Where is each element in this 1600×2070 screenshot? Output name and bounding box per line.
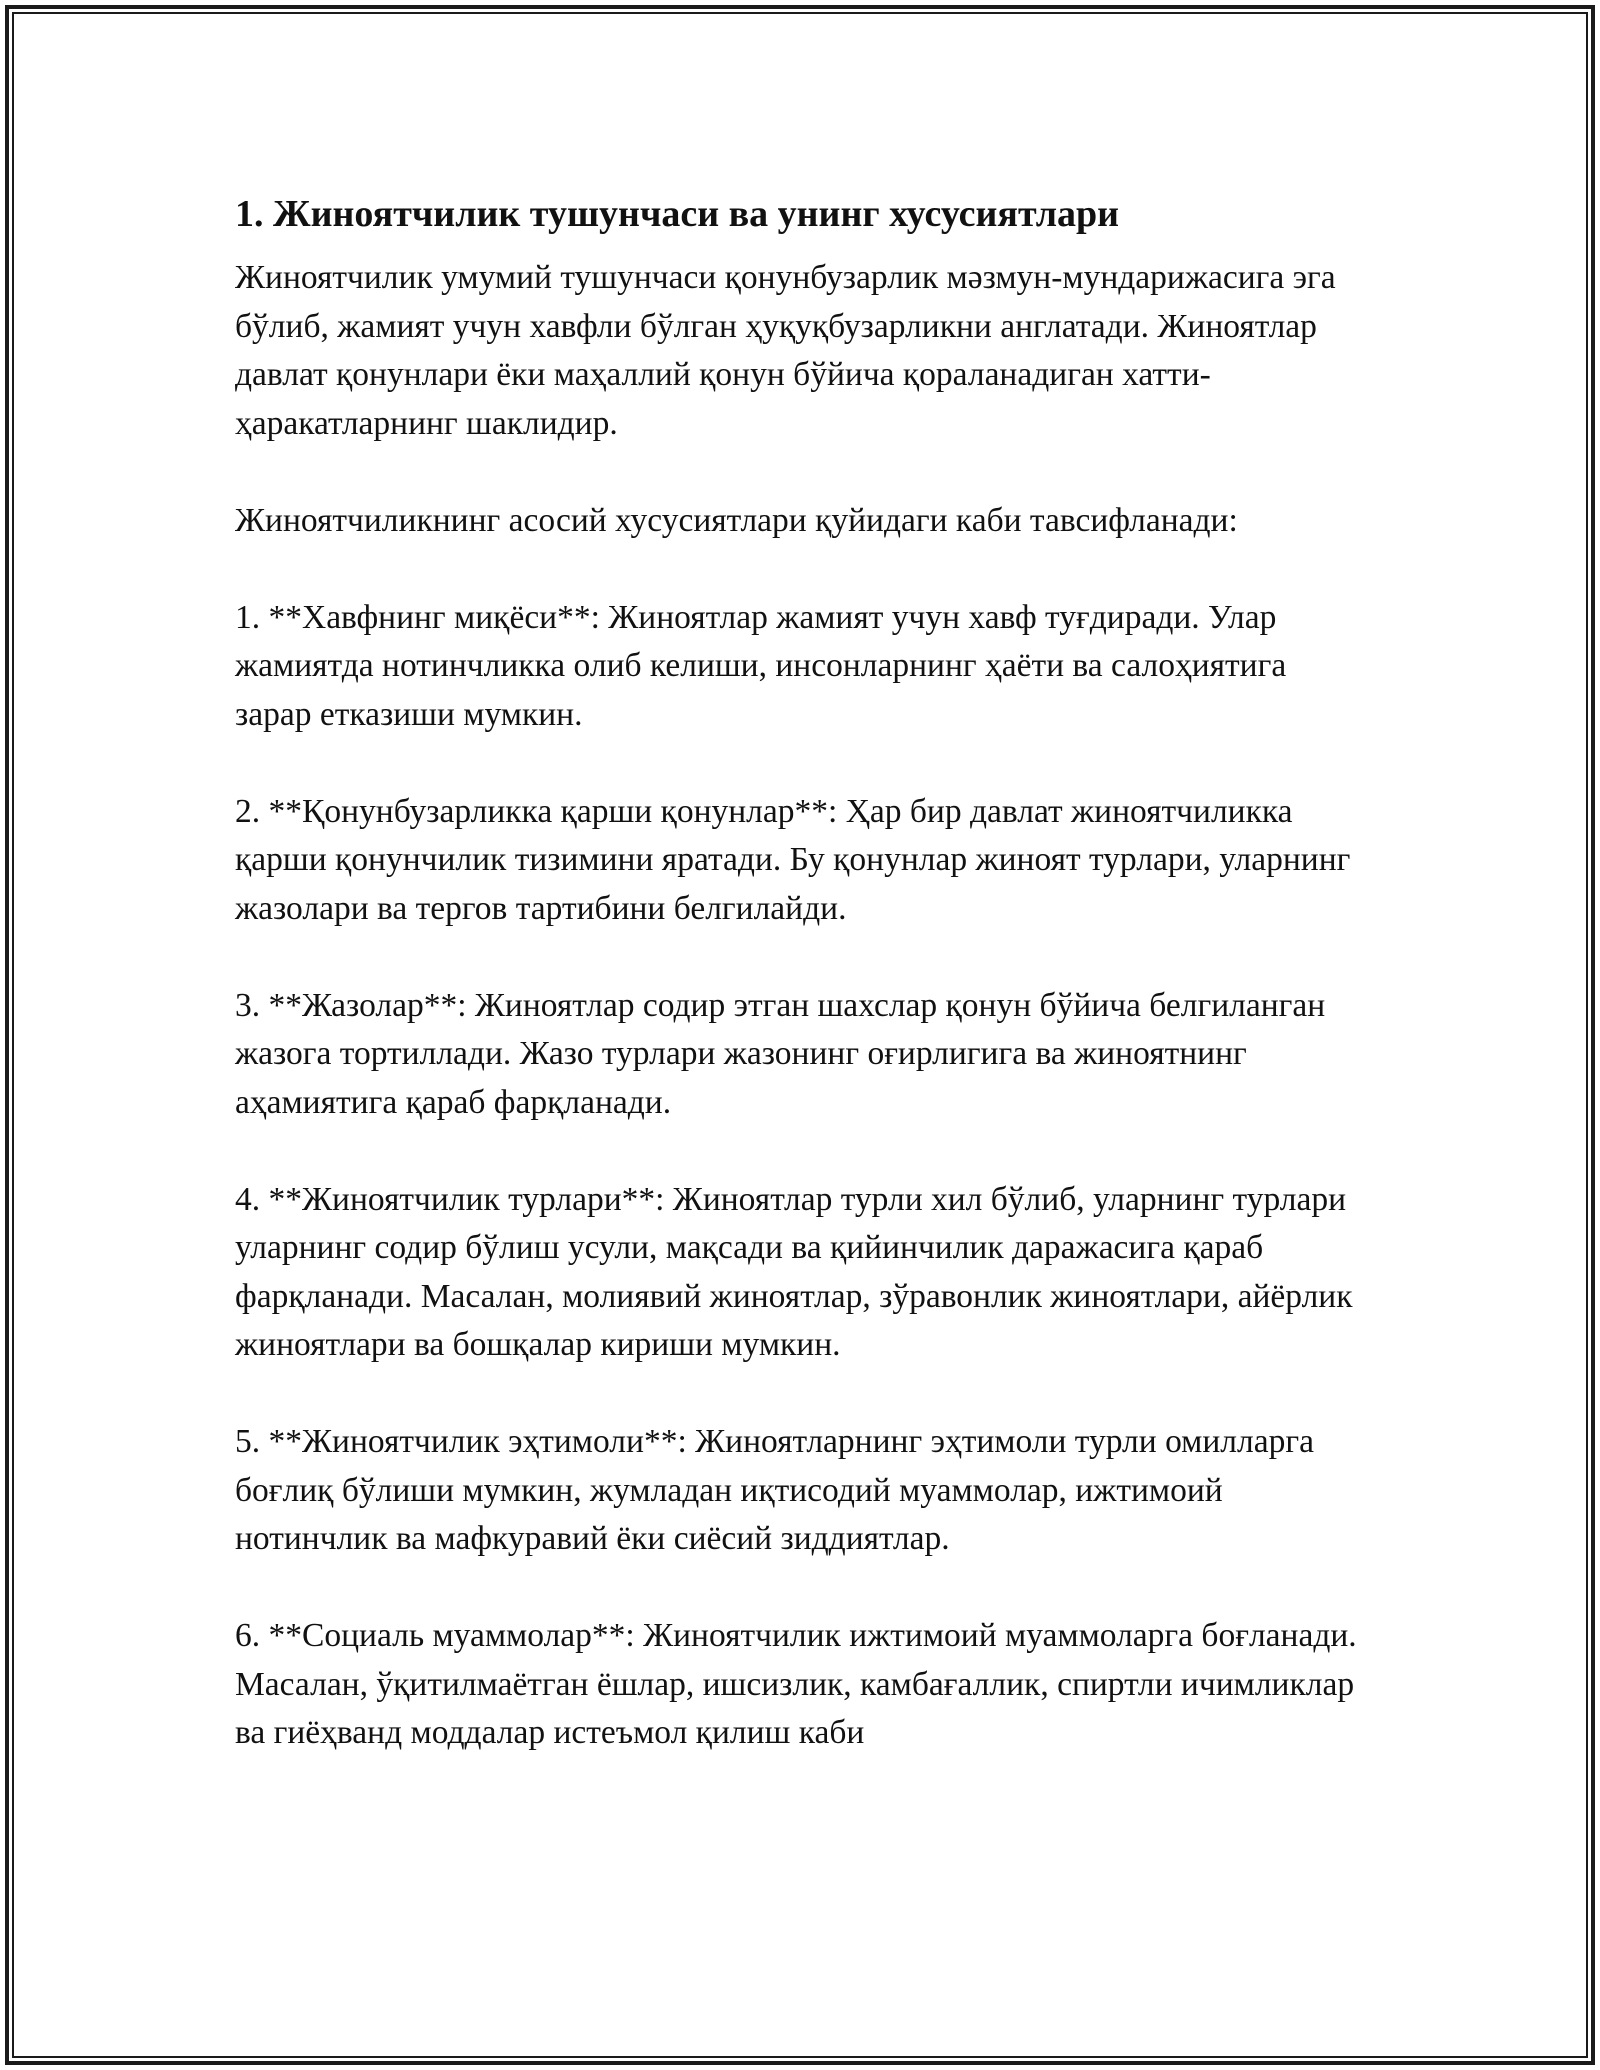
list-item-1: 1. **Хавфнинг миқёси**: Жиноятлар жамият учун хавф туғдиради. Улар жамиятда нотинчликка олиб келиши, инсонларнинг ҳаёти ва салоҳиятига зарар етказиши мумкин. — [235, 598, 1287, 733]
list-item-3: 3. **Жазолар**: Жиноятлар содир этган шахслар қонун бўйича белгиланган жазога тортиллади. Жазо турлари жазонинг оғирлигига ва жиноятнинг аҳамиятига қараб фарқланади. — [235, 986, 1326, 1121]
section-heading: 1. Жиноятчилик тушунчаси ва унинг хусусиятлари — [235, 193, 1120, 235]
paragraph-features-lead: Жиноятчиликнинг асосий хусусиятлари қуйидаги каби тавсифланади: — [235, 501, 1238, 539]
list-item-4: 4. **Жиноятчилик турлари**: Жиноятлар турли хил бўлиб, уларнинг турлари уларнинг содир бўлиш усули, мақсади ва қийинчилик даражасига қараб фарқланади. Масалан, молиявий жиноятлар, зўравонлик жиноятлари, айёрлик жиноятлари ва бошқалар кириши мумкин. — [235, 1180, 1353, 1363]
paragraph-intro: Жиноятчилик умумий тушунчаси қонунбузарлик мәзмун-мундарижасига эга бўлиб, жамият учун хавфли бўлган ҳуқуқбузарликни англатади. Жиноятлар давлат қонунлари ёки маҳаллий қонун бўйича қораланадиган хатти-ҳаракатларнинг шаклидир. — [235, 259, 1336, 442]
list-item-2: 2. **Қонунбузарликка қарши қонунлар**: Ҳар бир давлат жиноятчиликка қарши қонунчилик тизимини яратади. Бу қонунлар жиноят турлари, уларнинг жазолари ва тергов тартибини белгилайди. — [235, 792, 1351, 927]
list-item-6: 6. **Социаль муаммолар**: Жиноятчилик ижтимоий муаммоларга боғланади. Масалан, ўқитилмаётган ёшлар, ишсизлик, камбағаллик, спиртли ичимликлар ва гиёҳванд моддалар истеъмол қилиш каби — [235, 1617, 1357, 1751]
document-body — [235, 186, 1370, 1806]
list-item-5: 5. **Жиноятчилик эҳтимоли**: Жиноятларнинг эҳтимоли турли омилларга боғлиқ бўлиши мумкин, жумладан иқтисодий муаммолар, ижтимоий нотинчлик ва мафкуравий ёки сиёсий зиддиятлар. — [235, 1423, 1314, 1557]
